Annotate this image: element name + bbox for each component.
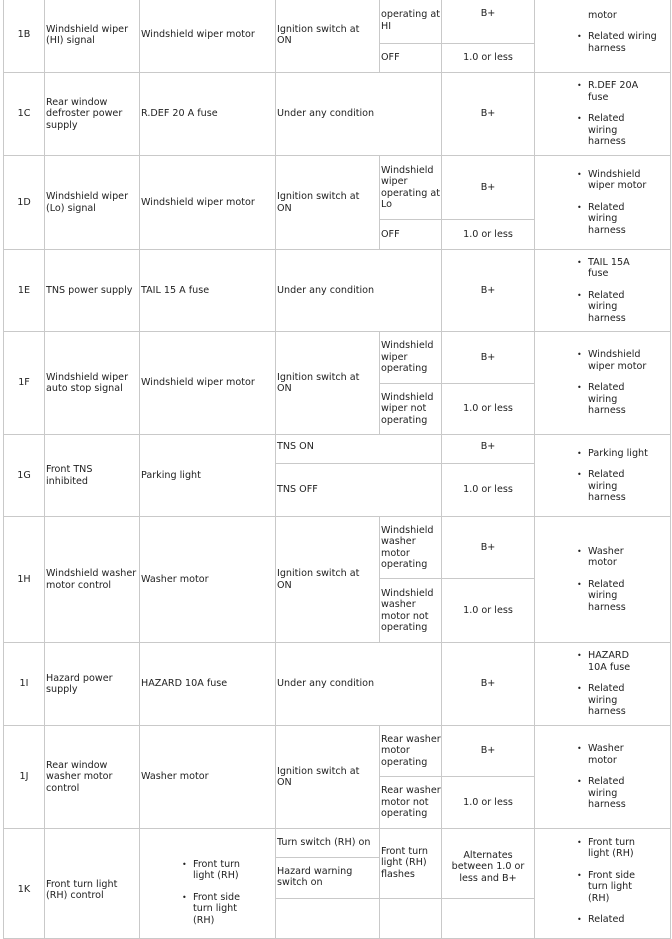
subcondition-cell: Windshield washer motor operating <box>380 517 442 579</box>
list-item: • Related wiring harness <box>588 776 648 810</box>
table-row <box>4 726 671 777</box>
table-row <box>4 435 671 464</box>
cause-cell <box>535 726 671 829</box>
table-row <box>4 73 671 156</box>
table-row <box>4 156 671 220</box>
component-cell: TAIL 15 A fuse <box>140 250 276 332</box>
condition-cell: Ignition switch at ON <box>276 156 380 250</box>
cause-cell <box>535 250 671 332</box>
condition-cell: Turn switch (RH) on <box>276 829 380 858</box>
subcondition-cell: Rear washer motor not operating <box>380 777 442 829</box>
empty-cell <box>276 899 380 939</box>
list-item: • Front side turn light (RH) <box>193 892 259 926</box>
component-cell: Windshield wiper motor <box>140 0 276 73</box>
value-cell: B+ <box>442 435 535 464</box>
value-cell: 1.0 or less <box>442 220 535 250</box>
list-item: • Related wiring harness <box>588 469 648 503</box>
terminal-cell: 1B <box>4 0 45 73</box>
list-item: motor <box>588 9 617 21</box>
value-cell: B+ <box>442 517 535 579</box>
list-item: • R.DEF 20A fuse <box>588 80 648 103</box>
terminal-cell: 1F <box>4 332 45 435</box>
description-cell: Front TNS inhibited <box>45 435 140 517</box>
component-cell: R.DEF 20 A fuse <box>140 73 276 156</box>
description-cell: Windshield washer motor control <box>45 517 140 643</box>
subcondition-cell: OFF <box>380 220 442 250</box>
component-cell: Windshield wiper motor <box>140 156 276 250</box>
cause-cell <box>535 156 671 250</box>
terminal-cell: 1H <box>4 517 45 643</box>
component-cell: Parking light <box>140 435 276 517</box>
description-cell: Windshield wiper (HI) signal <box>45 0 140 73</box>
list-item: • Washer motor <box>588 743 648 766</box>
list-item: • Front turn light (RH) <box>588 837 648 860</box>
cause-list <box>588 10 658 54</box>
subcondition-cell: Windshield washer motor not operating <box>380 579 442 643</box>
cause-list <box>588 837 648 925</box>
value-cell: B+ <box>442 250 535 332</box>
value-cell: Alternates between 1.0 or less and B+ <box>442 829 535 899</box>
subcondition-cell: OFF <box>380 44 442 73</box>
list-item: • Front turn light (RH) <box>193 859 259 882</box>
value-cell: 1.0 or less <box>442 44 535 73</box>
empty-cell <box>380 899 442 939</box>
terminal-inspection-table <box>3 0 671 939</box>
description-cell: Windshield wiper (Lo) signal <box>45 156 140 250</box>
table-row <box>4 332 671 384</box>
component-cell <box>140 829 276 939</box>
list-item: • Related wiring harness <box>588 579 648 613</box>
cause-list <box>588 546 648 613</box>
value-cell: B+ <box>442 73 535 156</box>
condition-cell: Under any condition <box>276 73 442 156</box>
list-item: • Windshield wiper motor <box>588 349 648 372</box>
cause-cell <box>535 435 671 517</box>
subcondition-cell: Windshield wiper not operating <box>380 384 442 435</box>
value-cell: 1.0 or less <box>442 579 535 643</box>
component-cell: Washer motor <box>140 517 276 643</box>
terminal-cell: 1J <box>4 726 45 829</box>
value-cell: B+ <box>442 0 535 44</box>
cause-cell <box>535 517 671 643</box>
cause-list <box>588 650 648 717</box>
list-item: • Related wiring harness <box>588 290 648 324</box>
condition-cell: Under any condition <box>276 250 442 332</box>
component-cell: HAZARD 10A fuse <box>140 643 276 726</box>
description-cell: Windshield wiper auto stop signal <box>45 332 140 435</box>
cause-list <box>588 349 648 416</box>
list-item: • Related <box>588 914 648 925</box>
condition-cell: Ignition switch at ON <box>276 332 380 435</box>
condition-cell: TNS ON <box>276 435 442 464</box>
cause-cell <box>535 332 671 435</box>
value-cell: B+ <box>442 156 535 220</box>
cause-cell <box>535 0 671 73</box>
value-cell: B+ <box>442 726 535 777</box>
component-cell: Windshield wiper motor <box>140 332 276 435</box>
condition-cell: Hazard warning switch on <box>276 858 380 899</box>
table-row <box>4 517 671 579</box>
value-cell: 1.0 or less <box>442 464 535 517</box>
description-cell: Rear window defroster power supply <box>45 73 140 156</box>
empty-cell <box>442 899 535 939</box>
list-item: • Windshield wiper motor <box>588 169 648 192</box>
value-cell: 1.0 or less <box>442 777 535 829</box>
subcondition-cell: operating at HI <box>380 0 442 44</box>
list-item: • Parking light <box>588 448 648 459</box>
condition-cell: Under any condition <box>276 643 442 726</box>
condition-cell: TNS OFF <box>276 464 442 517</box>
condition-cell: Ignition switch at ON <box>276 517 380 643</box>
value-cell: 1.0 or less <box>442 384 535 435</box>
list-item: • Related wiring harness <box>588 31 658 54</box>
component-cell: Washer motor <box>140 726 276 829</box>
list-item: • Front side turn light (RH) <box>588 870 648 904</box>
condition-cell: Ignition switch at ON <box>276 0 380 73</box>
cause-list <box>588 743 648 810</box>
description-cell: TNS power supply <box>45 250 140 332</box>
table-row <box>4 643 671 726</box>
list-item: • HAZARD 10A fuse <box>588 650 648 673</box>
cause-list <box>588 448 648 504</box>
terminal-cell: 1I <box>4 643 45 726</box>
list-item: • Related wiring harness <box>588 202 648 236</box>
cause-cell <box>535 829 671 939</box>
table-row <box>4 0 671 44</box>
list-item: • Related wiring harness <box>588 382 648 416</box>
description-cell: Front turn light (RH) control <box>45 829 140 939</box>
list-item: • Related wiring harness <box>588 113 648 147</box>
description-cell: Rear window washer motor control <box>45 726 140 829</box>
cause-cell <box>535 643 671 726</box>
terminal-cell: 1G <box>4 435 45 517</box>
terminal-cell: 1E <box>4 250 45 332</box>
value-cell: B+ <box>442 643 535 726</box>
component-list <box>193 859 259 926</box>
terminal-cell: 1D <box>4 156 45 250</box>
list-item: • TAIL 15A fuse <box>588 257 648 280</box>
value-cell: B+ <box>442 332 535 384</box>
cause-list <box>588 80 648 147</box>
subcondition-cell: Front turn light (RH) flashes <box>380 829 442 899</box>
table-row <box>4 829 671 858</box>
subcondition-cell: Windshield wiper operating <box>380 332 442 384</box>
condition-cell: Ignition switch at ON <box>276 726 380 829</box>
terminal-cell: 1C <box>4 73 45 156</box>
description-cell: Hazard power supply <box>45 643 140 726</box>
cause-cell <box>535 73 671 156</box>
subcondition-cell: Windshield wiper operating at Lo <box>380 156 442 220</box>
subcondition-cell: Rear washer motor operating <box>380 726 442 777</box>
terminal-cell: 1K <box>4 829 45 939</box>
list-item: • Washer motor <box>588 546 648 569</box>
list-item: • Related wiring harness <box>588 683 648 717</box>
cause-list <box>588 169 648 236</box>
cause-list <box>588 257 648 324</box>
table-row <box>4 250 671 332</box>
